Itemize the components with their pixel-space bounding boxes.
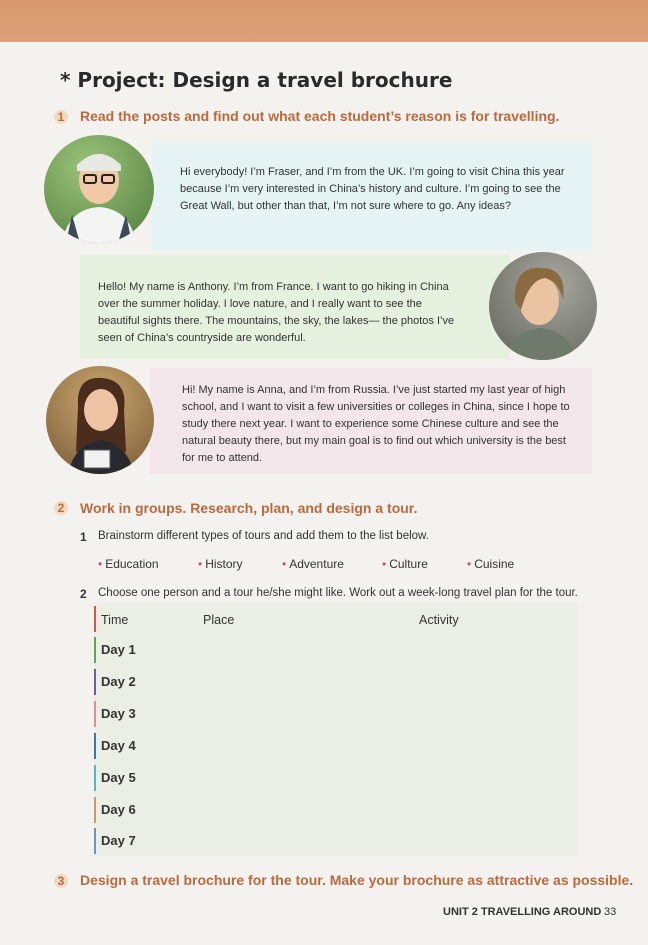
table-row-day-1 — [94, 634, 578, 664]
column-header-time: Time — [101, 613, 129, 627]
post-fraser: Hi everybody! I’m Fraser, and I’m from the UK. I’m going to visit China this year because I’m very interested in China’s history and culture. I’m going to see the Great Wall, but other than that, I’m not sure where to go. Any ideas? — [152, 142, 592, 250]
table-row-day-4 — [94, 730, 578, 760]
step-1-text: Brainstorm different types of tours and add them to the list below. — [98, 530, 429, 542]
column-header-activity: Activity — [419, 613, 459, 627]
anthony-photo — [489, 252, 597, 360]
table-row-day-3 — [94, 698, 578, 728]
table-row-day-5 — [94, 762, 578, 792]
page-number: 33 — [604, 906, 617, 918]
row-color-bar — [94, 733, 96, 759]
row-color-bar — [94, 669, 96, 695]
day-label: Day 7 — [101, 833, 136, 848]
table-row-day-7 — [94, 825, 578, 855]
step-2-text: Choose one person and a tour he/she might like. Work out a week-long travel plan for the tour. — [98, 587, 578, 599]
day-label: Day 1 — [101, 642, 136, 657]
header-bar — [94, 606, 96, 632]
day-label: Day 6 — [101, 802, 136, 817]
post-anna: Hi! My name is Anna, and I’m from Russia. I’ve just started my last year of high school, and I want to visit a few universities or colleges in China, since I hope to study there next year. I want to experience some Chinese culture and see the natural beauty there, but my main goal is to find out which university is the best for me to attend. — [150, 368, 592, 474]
tour-item-education: • Education — [98, 557, 159, 571]
day-label: Day 4 — [101, 738, 136, 753]
tour-item-culture: • Culture — [382, 557, 428, 571]
day-label: Day 5 — [101, 770, 136, 785]
top-color-band — [0, 0, 648, 42]
footer-unit-title: UNIT 2 TRAVELLING AROUND — [443, 906, 602, 918]
tour-item-cuisine: • Cuisine — [467, 557, 515, 571]
row-color-bar — [94, 797, 96, 823]
tour-item-adventure: • Adventure — [282, 557, 344, 571]
row-color-bar — [94, 765, 96, 791]
table-row-day-6 — [94, 794, 578, 824]
section-2-instruction: Work in groups. Research, plan, and design a tour. — [80, 500, 418, 516]
section-1-number: 1 — [54, 110, 68, 124]
section-3-instruction: Design a travel brochure for the tour. Make your brochure as attractive as possible. — [80, 872, 634, 888]
column-header-place: Place — [203, 613, 235, 627]
day-label: Day 2 — [101, 674, 136, 689]
fraser-photo — [44, 135, 154, 243]
row-color-bar — [94, 828, 96, 854]
row-color-bar — [94, 637, 96, 663]
row-color-bar — [94, 701, 96, 727]
anna-photo — [46, 366, 154, 474]
step-2-number: 2 — [80, 587, 87, 601]
table-row-day-2 — [94, 666, 578, 696]
post-anthony: Hello! My name is Anthony. I’m from France. I want to go hiking in China over the summer holiday. I love nature, and I really want to see the beautiful sights there. The mountains, the sky, the lakes— the photos I’ve seen of China’s countryside are wonderful. — [80, 255, 510, 359]
page-title: * Project: Design a travel brochure — [60, 68, 453, 92]
day-label: Day 3 — [101, 706, 136, 721]
section-2-number: 2 — [54, 501, 68, 515]
step-1-number: 1 — [80, 530, 87, 544]
tour-item-history: • History — [198, 557, 243, 571]
section-3-number: 3 — [54, 874, 68, 888]
section-1-instruction: Read the posts and find out what each student’s reason is for travelling. — [80, 108, 560, 124]
